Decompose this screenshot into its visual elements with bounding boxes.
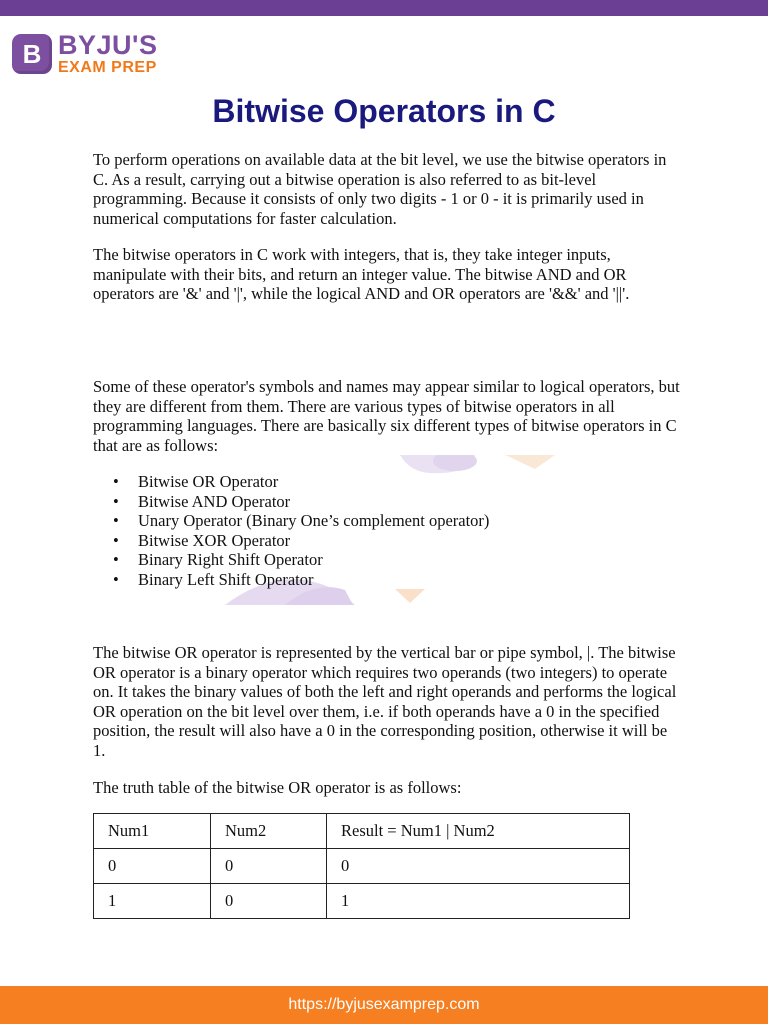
truth-table-intro: The truth table of the bitwise OR operator is as follows:	[93, 778, 462, 797]
list-item	[93, 531, 489, 551]
bullet-marker: •	[113, 569, 119, 589]
truth-table	[93, 813, 630, 919]
list-item-label: Bitwise OR Operator	[138, 472, 279, 491]
list-item-label: Bitwise XOR Operator	[138, 530, 291, 550]
table-cell: 0	[327, 849, 630, 884]
byjus-b-logo-icon: B	[12, 34, 52, 74]
top-bar	[0, 0, 768, 16]
logo-sub: EXAM PREP	[58, 59, 157, 76]
table-row	[94, 884, 630, 919]
table-cell: 0	[211, 884, 327, 919]
table-header-cell: Result = Num1 | Num2	[327, 814, 630, 849]
types-paragraph: Some of these operator's symbols and names may appear similar to logical operators, but they are different from them. There are various types of bitwise operators in all programming languages. There are basically six different types of bitwise operators in C that are as follows:	[93, 377, 680, 455]
logo-text	[58, 32, 157, 76]
bullet-marker: •	[113, 472, 119, 491]
table-cell: 1	[327, 884, 630, 919]
list-item	[93, 472, 489, 492]
table-row	[94, 849, 630, 884]
list-item	[93, 492, 489, 512]
or-operator-paragraph: The bitwise OR operator is represented by the vertical bar or pipe symbol, |. The bitwise OR operator is a binary operator which requires two operands (two integers) to operate on. It takes the binary values of both the left and right operands and performs the logical OR operation on the bit level over them, i.e. if both operands have a 0 in the specified position, the result will also have a 0 in the corresponding position, otherwise it will be 1.	[93, 643, 677, 760]
table-header-row	[94, 814, 630, 849]
list-item	[93, 570, 489, 590]
list-item-label: Unary Operator (Binary One’s complement operator)	[138, 511, 490, 531]
page-title: Bitwise Operators in C	[212, 93, 556, 129]
table-cell: 0	[94, 849, 211, 884]
table-header-cell: Num1	[94, 814, 211, 849]
intro-paragraph: To perform operations on available data at the bit level, we use the bitwise operators in C. As a result, carrying out a bitwise operation is also referred to as bit-level programming. Because it consists of only two digits - 1 or 0 - it is primarily used in numerical computations for faster calculation.	[93, 150, 667, 228]
bullet-marker: •	[113, 550, 119, 570]
operators-paragraph: The bitwise operators in C work with integers, that is, they take integer inputs, manipulate with their bits, and return an integer value. The bitwise AND and OR operators are '&' and '|', while the logical AND and OR operators are '&&' and '||'.	[93, 245, 630, 304]
list-item	[93, 511, 489, 531]
logo-brand: BYJU'S	[58, 30, 158, 60]
bullet-marker: •	[113, 491, 119, 511]
table-cell: 0	[211, 849, 327, 884]
footer-bar	[0, 986, 768, 1024]
byjus-logo[interactable]	[12, 31, 157, 77]
table-cell: 1	[94, 884, 211, 919]
list-item-label: Binary Right Shift Operator	[138, 550, 323, 570]
bullet-marker: •	[113, 511, 119, 531]
list-item-label: Binary Left Shift Operator	[138, 569, 314, 589]
list-item-label: Bitwise AND Operator	[138, 491, 291, 511]
table-header-cell: Num2	[211, 814, 327, 849]
operator-list	[93, 472, 489, 590]
footer-url-link[interactable]: https://byjusexamprep.com	[288, 996, 480, 1013]
list-item	[93, 550, 489, 570]
bullet-marker: •	[113, 530, 119, 550]
